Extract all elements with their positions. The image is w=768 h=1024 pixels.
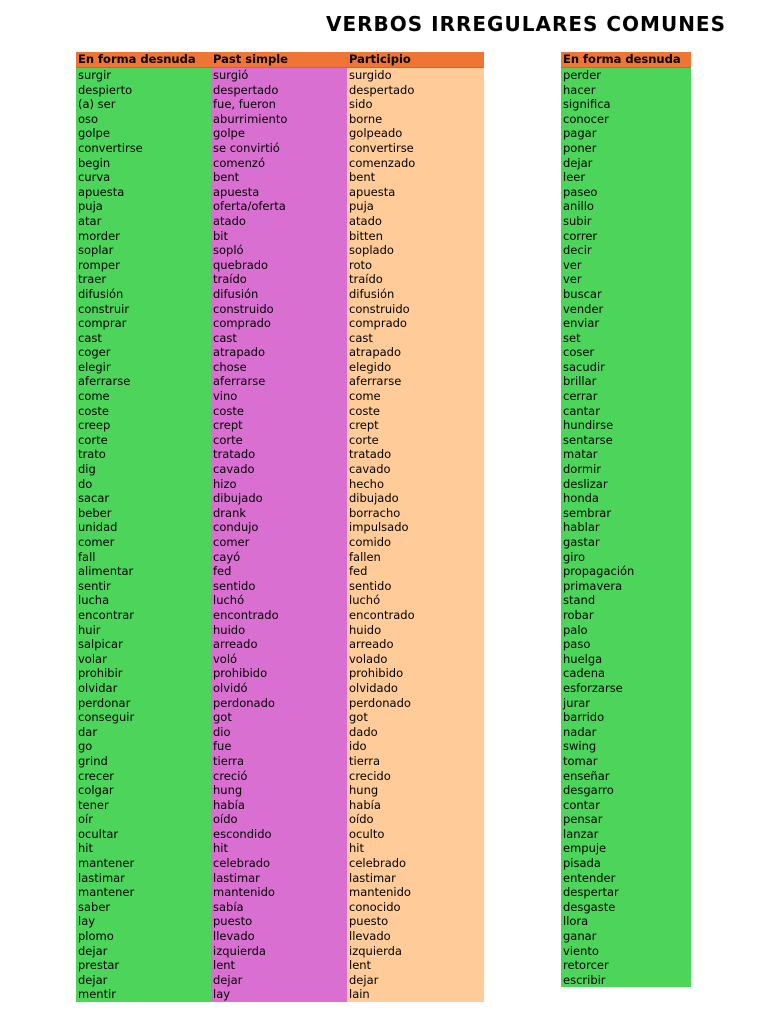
table-cell: surgió — [213, 68, 249, 82]
table-cell: aferrarse — [78, 374, 131, 389]
table-cell: desgarro — [563, 783, 614, 798]
table-cell: traído — [349, 272, 383, 287]
table-cell: entender — [563, 870, 616, 885]
column-bare-form — [76, 52, 211, 1002]
table-cell: got — [349, 710, 368, 725]
table-cell: fallen — [349, 549, 381, 564]
table-cell: mantener — [78, 885, 135, 900]
table-cell: fue — [213, 739, 232, 754]
table-cell: cast — [78, 330, 102, 345]
table-cell: crecer — [78, 768, 114, 783]
table-cell: sido — [349, 97, 373, 112]
table-cell: sacar — [78, 491, 110, 506]
table-cell: leer — [563, 170, 586, 185]
table-cell: llevado — [349, 929, 391, 944]
table-cell: difusión — [349, 286, 395, 301]
table-cell: conocido — [349, 899, 401, 914]
table-cell: jurar — [563, 695, 590, 710]
table-cell: nadar — [563, 724, 597, 739]
table-cell: difusión — [78, 286, 124, 301]
table-cell: hablar — [563, 520, 600, 535]
table-cell: sentido — [213, 578, 256, 593]
table-cell: lastimar — [213, 870, 260, 885]
table-cell: cadena — [563, 666, 606, 681]
table-cell: swing — [563, 739, 597, 754]
table-cell: coger — [78, 345, 111, 360]
table-cell: poner — [563, 140, 597, 155]
table-cell: construido — [349, 301, 410, 316]
table-cell: traído — [213, 272, 247, 287]
table-cell: soplado — [349, 243, 394, 258]
table-cell: dibujado — [349, 491, 399, 506]
table-cell: izquierda — [349, 943, 402, 958]
table-cell: colgar — [78, 783, 114, 798]
table-cell: dado — [349, 724, 378, 739]
table-cell: fall — [78, 549, 96, 564]
table-cell: difusión — [213, 286, 259, 301]
table-cell: bent — [349, 170, 376, 185]
table-cell: borracho — [349, 505, 401, 520]
table-cell: volado — [349, 651, 388, 666]
table-cell: comprado — [213, 316, 271, 331]
table-cell: puesto — [213, 914, 253, 929]
table-cell: se convirtió — [213, 140, 280, 155]
table-cell: hit — [78, 841, 93, 856]
table-cell: encontrado — [349, 607, 415, 622]
table-cell: huir — [78, 622, 101, 637]
table-cell: salpicar — [78, 637, 123, 652]
table-cell: despertado — [213, 82, 279, 97]
table-cell: soplar — [78, 243, 114, 258]
table-cell: corte — [349, 432, 379, 447]
table-cell: dejar — [78, 943, 108, 958]
table-cell: comenzó — [213, 155, 265, 170]
table-cell: cantar — [563, 403, 600, 418]
column-past-simple — [211, 52, 347, 1002]
table-cell: romper — [78, 257, 120, 272]
table-cell: cavado — [349, 462, 391, 477]
table-cell: dejar — [213, 972, 243, 987]
table-cell: propagación — [563, 564, 635, 579]
table-cell: sentir — [78, 578, 111, 593]
table-cell: pensar — [563, 812, 603, 827]
table-cell: impulsado — [349, 520, 409, 535]
table-cell: retorcer — [563, 958, 609, 973]
table-cell: robar — [563, 607, 594, 622]
column-participle — [347, 52, 484, 1002]
table-cell: construir — [78, 301, 130, 316]
table-cell: crecido — [349, 768, 391, 783]
table-cell: significa — [563, 97, 611, 112]
table-cell: enseñar — [563, 768, 610, 783]
table-cell: aburrimiento — [213, 111, 288, 126]
table-cell: escribir — [563, 972, 606, 987]
table-cell: tratado — [349, 447, 392, 462]
table-cell: comprado — [349, 316, 407, 331]
table-cell: quebrado — [213, 257, 269, 272]
table-cell: surgir — [78, 68, 112, 82]
table-cell: decir — [563, 243, 592, 258]
table-cell: contar — [563, 797, 600, 812]
column-header-past: Past simple — [211, 52, 347, 68]
table-cell: comprar — [78, 316, 127, 331]
table-cell: go — [78, 739, 93, 754]
table-cell: creep — [78, 418, 111, 433]
table-cell: begin — [78, 155, 111, 170]
table-cell: olvidar — [78, 680, 118, 695]
table-cell: atrapado — [349, 345, 402, 360]
table-cell: buscar — [563, 286, 602, 301]
table-cell: empuje — [563, 841, 607, 856]
table-cell: encontrado — [213, 607, 279, 622]
table-cell: roto — [349, 257, 373, 272]
table-cell: oído — [349, 812, 374, 827]
table-cell: comenzado — [349, 155, 416, 170]
table-cell: surgido — [349, 68, 392, 82]
table-cell: convertirse — [78, 140, 143, 155]
table-cell: sacudir — [563, 359, 605, 374]
table-cell: encontrar — [78, 607, 135, 622]
table-cell: cast — [213, 330, 237, 345]
table-cell: dibujado — [213, 491, 263, 506]
table-cell: hung — [349, 783, 379, 798]
page-title: VERBOS IRREGULARES COMUNES — [326, 12, 726, 36]
table-cell: ver — [563, 272, 582, 287]
table-cell: plomo — [78, 929, 114, 944]
table-cell: stand — [563, 593, 596, 608]
table-cell: lain — [349, 987, 370, 1002]
table-cell: huido — [213, 622, 246, 637]
table-cell: fue, fueron — [213, 97, 276, 112]
table-cell: lucha — [78, 593, 110, 608]
table-cell: despierto — [78, 82, 133, 97]
table-cell: enviar — [563, 316, 600, 331]
table-cell: voló — [213, 651, 238, 666]
table-cell: ocultar — [78, 826, 119, 841]
table-cell: anillo — [563, 199, 594, 214]
table-cell: tratado — [213, 447, 256, 462]
table-cell: arreado — [213, 637, 258, 652]
table-cell: oculto — [349, 826, 385, 841]
table-cell: tierra — [213, 753, 245, 768]
table-cell: barrido — [563, 710, 605, 725]
table-cell: oído — [213, 812, 238, 827]
table-cell: pisada — [563, 856, 601, 871]
table-cell: bitten — [349, 228, 383, 243]
table-cell: despertado — [349, 82, 415, 97]
table-cell: fed — [213, 564, 232, 579]
table-cell: tierra — [349, 753, 381, 768]
table-cell: cerrar — [563, 389, 598, 404]
table-cell: crept — [213, 418, 243, 433]
table-cell: lanzar — [563, 826, 599, 841]
table-cell: set — [563, 330, 581, 345]
table-cell: traer — [78, 272, 107, 287]
table-cell: dar — [78, 724, 98, 739]
table-cell: oso — [78, 111, 99, 126]
table-cell: vino — [213, 389, 238, 404]
table-cell: lastimar — [349, 870, 396, 885]
table-cell: luchó — [349, 593, 381, 608]
table-cell: puja — [349, 199, 374, 214]
table-cell: brillar — [563, 374, 597, 389]
table-cell: giro — [563, 549, 586, 564]
table-cell: hacer — [563, 82, 596, 97]
table-cell: ido — [349, 739, 367, 754]
table-cell: dig — [78, 462, 96, 477]
table-cell: puesto — [349, 914, 389, 929]
table-cell: lent — [213, 958, 236, 973]
table-cell: cavado — [213, 462, 255, 477]
table-cell: come — [349, 389, 381, 404]
table-cell: viento — [563, 943, 599, 958]
table-cell: drank — [213, 505, 247, 520]
table-cell: morder — [78, 228, 120, 243]
table-cell: tomar — [563, 753, 598, 768]
table-cell: sentido — [349, 578, 392, 593]
table-cell: matar — [563, 447, 598, 462]
table-cell: cast — [349, 330, 373, 345]
table-cell: mantenido — [213, 885, 275, 900]
table-cell: prohibir — [78, 666, 123, 681]
table-cell: despertar — [563, 885, 619, 900]
table-cell: crept — [349, 418, 379, 433]
table-cell: mantenido — [349, 885, 411, 900]
table-cell: atado — [349, 213, 382, 228]
table-cell: conseguir — [78, 710, 135, 725]
table-cell: dejar — [78, 972, 108, 987]
column-header-bare: En forma desnuda — [76, 52, 211, 68]
table-cell: desgaste — [563, 899, 616, 914]
table-cell: curva — [78, 170, 111, 185]
table-cell: mantener — [78, 856, 135, 871]
table-cell: olvidado — [349, 680, 398, 695]
table-cell: hundirse — [563, 418, 614, 433]
column-header-bare-2: En forma desnuda — [561, 52, 691, 68]
table-cell: escondido — [213, 826, 272, 841]
table-cell: hung — [213, 783, 243, 798]
table-cell: gastar — [563, 535, 600, 549]
table-cell: tener — [78, 797, 109, 812]
table-cell: vender — [563, 301, 604, 316]
table-cell: bit — [213, 228, 229, 243]
table-cell: apuesta — [213, 184, 260, 199]
table-cell: apuesta — [78, 184, 125, 199]
table-cell: llora — [563, 914, 589, 929]
table-cell: celebrado — [349, 856, 407, 871]
table-cell: perder — [563, 68, 602, 82]
table-cell: perdonado — [349, 695, 411, 710]
table-cell: borne — [349, 111, 383, 126]
table-cell: ver — [563, 257, 582, 272]
table-cell: apuesta — [349, 184, 396, 199]
table-cell: atado — [213, 213, 246, 228]
table-cell: lay — [78, 914, 96, 929]
table-cell: condujo — [213, 520, 259, 535]
table-cell: primavera — [563, 578, 623, 593]
table-cell: aferrarse — [349, 374, 402, 389]
column-body — [76, 68, 211, 1002]
table-cell: golpe — [213, 126, 245, 141]
table-cell: fed — [349, 564, 368, 579]
table-cell: hecho — [349, 476, 385, 491]
table-cell: honda — [563, 491, 599, 506]
table-cell: got — [213, 710, 232, 725]
column-body — [347, 68, 484, 1002]
table-cell: sopló — [213, 243, 244, 258]
table-cell: luchó — [213, 593, 245, 608]
table-cell: aferrarse — [213, 374, 266, 389]
table-cell: celebrado — [213, 856, 271, 871]
table-cell: hizo — [213, 476, 237, 491]
table-cell: prestar — [78, 958, 120, 973]
table-cell: beber — [78, 505, 112, 520]
table-cell: arreado — [349, 637, 394, 652]
table-cell: dejar — [349, 972, 379, 987]
table-cell: cayó — [213, 549, 241, 564]
table-cell: coste — [78, 403, 109, 418]
table-cell: palo — [563, 622, 588, 637]
table-cell: grind — [78, 753, 108, 768]
column-bare-form-2 — [561, 52, 691, 987]
table-cell: coser — [563, 345, 595, 360]
table-cell: sabía — [213, 899, 244, 914]
table-cell: sentarse — [563, 432, 613, 447]
table-cell: construido — [213, 301, 274, 316]
table-cell: saber — [78, 899, 111, 914]
table-cell: sembrar — [563, 505, 612, 520]
table-cell: lent — [349, 958, 372, 973]
table-cell: lastimar — [78, 870, 125, 885]
table-cell: golpeado — [349, 126, 403, 141]
table-cell: huelga — [563, 651, 603, 666]
table-cell: había — [213, 797, 245, 812]
table-cell: corte — [213, 432, 243, 447]
table-cell: convertirse — [349, 140, 414, 155]
table-cell: perdonado — [213, 695, 275, 710]
table-cell: golpe — [78, 126, 110, 141]
table-cell: esforzarse — [563, 680, 623, 695]
table-cell: elegido — [349, 359, 392, 374]
table-cell: pagar — [563, 126, 597, 141]
table-cell: coste — [213, 403, 244, 418]
table-cell: correr — [563, 228, 598, 243]
table-cell: comer — [213, 535, 250, 549]
table-cell: mentir — [78, 987, 116, 1002]
table-cell: coste — [349, 403, 380, 418]
table-cell: comido — [349, 535, 392, 549]
table-cell: olvidó — [213, 680, 248, 695]
table-cell: chose — [213, 359, 247, 374]
table-cell: do — [78, 476, 93, 491]
table-cell: oír — [78, 812, 93, 827]
table-cell: prohibido — [349, 666, 404, 681]
table-cell: paseo — [563, 184, 598, 199]
table-cell: ganar — [563, 929, 597, 944]
table-cell: trato — [78, 447, 106, 462]
table-cell: paso — [563, 637, 591, 652]
column-body — [211, 68, 347, 1002]
table-cell: subir — [563, 213, 592, 228]
table-cell: unidad — [78, 520, 118, 535]
table-cell: bent — [213, 170, 240, 185]
table-cell: (a) ser — [78, 97, 116, 112]
table-cell: lay — [213, 987, 231, 1002]
column-body — [561, 68, 691, 987]
table-cell: dio — [213, 724, 231, 739]
table-cell: corte — [78, 432, 108, 447]
table-cell: prohibido — [213, 666, 268, 681]
table-cell: hit — [349, 841, 364, 856]
table-cell: dejar — [563, 155, 593, 170]
table-cell: comer — [78, 535, 115, 549]
table-cell: huido — [349, 622, 382, 637]
table-cell: alimentar — [78, 564, 134, 579]
table-cell: llevado — [213, 929, 255, 944]
table-cell: puja — [78, 199, 103, 214]
table-cell: volar — [78, 651, 107, 666]
table-cell: había — [349, 797, 381, 812]
table-cell: izquierda — [213, 943, 266, 958]
table-cell: conocer — [563, 111, 609, 126]
table-cell: dormir — [563, 462, 601, 477]
table-cell: creció — [213, 768, 248, 783]
table-cell: come — [78, 389, 110, 404]
table-cell: oferta/oferta — [213, 199, 286, 214]
table-cell: atrapado — [213, 345, 266, 360]
table-cell: hit — [213, 841, 228, 856]
table-cell: atar — [78, 213, 102, 228]
table-cell: elegir — [78, 359, 111, 374]
column-header-participle: Participio — [347, 52, 484, 68]
table-cell: deslizar — [563, 476, 608, 491]
table-cell: perdonar — [78, 695, 131, 710]
